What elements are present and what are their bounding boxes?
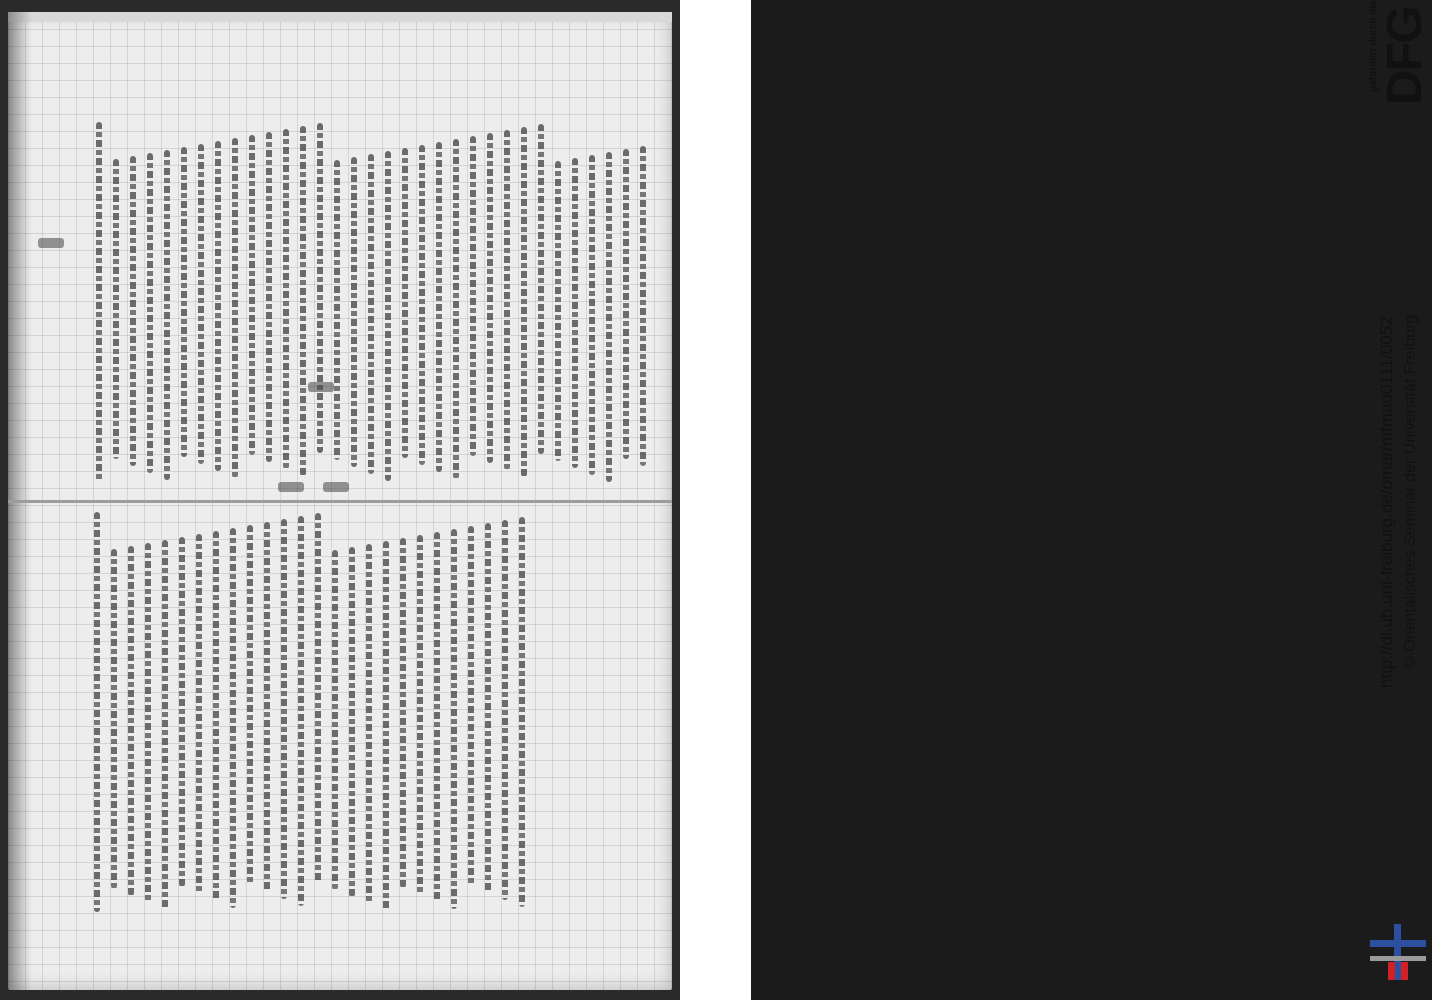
handwritten-line — [385, 151, 391, 481]
handwritten-line — [453, 139, 459, 479]
handwritten-line — [264, 522, 270, 892]
handwritten-line — [247, 525, 253, 885]
handwritten-line — [504, 130, 510, 470]
handwritten-line — [113, 159, 119, 459]
handwritten-line — [485, 523, 491, 893]
handwritten-line — [402, 148, 408, 458]
handwritten-line — [128, 546, 134, 896]
handwritten-line — [623, 149, 629, 459]
handwritten-line — [572, 158, 578, 468]
handwritten-line — [383, 541, 389, 911]
handwritten-line — [94, 512, 100, 912]
handwritten-line — [419, 145, 425, 465]
handwritten-line — [502, 520, 508, 900]
handwritten-line — [368, 154, 374, 474]
handwritten-line — [400, 538, 406, 888]
handwritten-line — [213, 531, 219, 901]
manuscript-scan — [0, 0, 680, 1000]
handwritten-line — [215, 141, 221, 471]
library-sidebar — [680, 0, 1432, 1000]
handwritten-line — [315, 513, 321, 883]
handwritten-line — [538, 124, 544, 454]
handwritten-line — [96, 122, 102, 482]
handwritten-line — [111, 549, 117, 889]
handwritten-line — [300, 126, 306, 476]
handwritten-line — [417, 535, 423, 895]
handwritten-line — [232, 138, 238, 478]
manuscript-page — [8, 12, 672, 990]
marginal-note — [38, 238, 64, 248]
handwritten-line — [162, 540, 168, 910]
handwritten-line — [332, 550, 338, 890]
funder-text: gefördert durch die — [1368, 0, 1379, 92]
handwritten-line — [451, 529, 457, 909]
marginal-note — [308, 382, 334, 392]
handwritten-line — [266, 132, 272, 462]
handwritten-line — [470, 136, 476, 456]
handwritten-line — [147, 153, 153, 473]
handwritten-line — [198, 144, 204, 464]
handwritten-line — [434, 532, 440, 902]
handwritten-line — [640, 146, 646, 466]
handwritten-line — [436, 142, 442, 472]
handwritten-line — [334, 160, 340, 460]
handwritten-line — [164, 150, 170, 480]
source-url[interactable]: http://dl.ub.uni-freiburg.de/omar/mfmau0111/0052 — [1377, 316, 1396, 688]
dfg-logo: DFG — [1378, 7, 1432, 105]
handwritten-line — [179, 537, 185, 887]
handwritten-line — [351, 157, 357, 467]
handwritten-line — [521, 127, 527, 477]
page-fold — [8, 500, 672, 503]
handwritten-line — [281, 519, 287, 899]
handwritten-line — [317, 123, 323, 453]
handwritten-line — [589, 155, 595, 475]
handwritten-line — [519, 517, 525, 907]
page-top-edge — [8, 12, 672, 22]
handwritten-line — [298, 516, 304, 906]
marginal-note — [278, 482, 304, 492]
handwritten-line — [555, 161, 561, 461]
handwritten-line — [487, 133, 493, 463]
handwritten-line — [283, 129, 289, 469]
handwritten-line — [249, 135, 255, 455]
handwritten-line — [145, 543, 151, 903]
handwritten-line — [468, 526, 474, 886]
handwritten-line — [366, 544, 372, 904]
copyright-notice: © Orientalisches Seminar der Universität Freiburg — [1402, 314, 1419, 668]
marginal-note — [323, 482, 349, 492]
handwritten-line — [181, 147, 187, 457]
handwritten-line — [230, 528, 236, 908]
freiburg-emblem-icon — [1370, 924, 1426, 980]
handwritten-line — [196, 534, 202, 894]
handwritten-line — [349, 547, 355, 897]
handwritten-line — [130, 156, 136, 466]
handwritten-line — [606, 152, 612, 482]
